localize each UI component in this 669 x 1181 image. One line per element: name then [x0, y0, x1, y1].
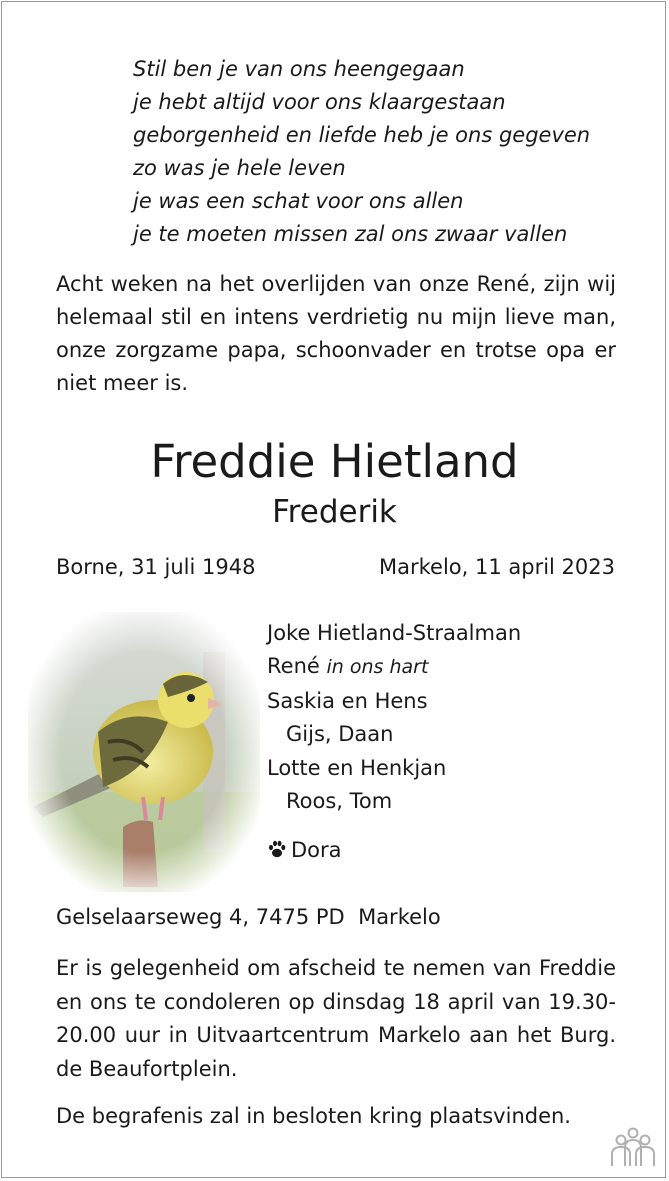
pet-line — [267, 834, 342, 867]
poem-line: geborgenheid en liefde heb je ons gegeven — [133, 123, 591, 147]
address: Gelselaarseweg 4, 7475 PD Markelo — [56, 905, 441, 929]
people-group-icon — [608, 1126, 658, 1168]
pet-name: Dora — [291, 838, 342, 862]
death-info: Markelo, 11 april 2023 — [378, 555, 615, 579]
visitation-info: Er is gelegenheid om afscheid te nemen van Freddie en ons te condoleren op dinsdag 18 april van 19.30-20.00 uur in Uitvaartcentrum Markelo aan het Burg. de Beaufortplein. — [56, 956, 616, 1081]
child-couple: Saskia en Hens — [267, 688, 428, 713]
child-couple: Lotte en Henkjan — [267, 755, 447, 780]
son-name: René — [267, 654, 320, 679]
burial-info: De begrafenis zal in besloten kring plaatsvinden. — [56, 1104, 571, 1128]
poem-line: Stil ben je van ons heengegaan — [133, 57, 465, 81]
poem-line: zo was je hele leven — [133, 156, 346, 180]
intro-text: Acht weken na het overlijden van onze René, zijn wij helemaal stil en intens verdrietig nu mijn lieve man, onze zorgzame papa, schoonvader en trotse opa er niet meer is. — [56, 272, 616, 395]
grandchildren: Roos, Tom — [286, 789, 393, 814]
poem-line: je te moeten missen zal ons zwaar vallen — [133, 222, 568, 246]
poem — [133, 53, 633, 251]
bird-photo — [28, 612, 260, 892]
deceased-given-name: Frederik — [272, 494, 397, 530]
deceased-name: Freddie Hietland — [150, 435, 519, 488]
birth-info: Borne, 31 juli 1948 — [56, 555, 256, 579]
son-line — [267, 650, 647, 684]
son-note: in ons hart — [326, 656, 429, 679]
poem-line: je hebt altijd voor ons klaargestaan — [133, 90, 506, 114]
grandchildren: Gijs, Daan — [286, 722, 394, 747]
poem-line: je was een schat voor ons allen — [133, 189, 464, 213]
paw-icon — [267, 839, 287, 859]
family-list — [267, 617, 647, 818]
spouse-name: Joke Hietland-Straalman — [267, 621, 522, 645]
